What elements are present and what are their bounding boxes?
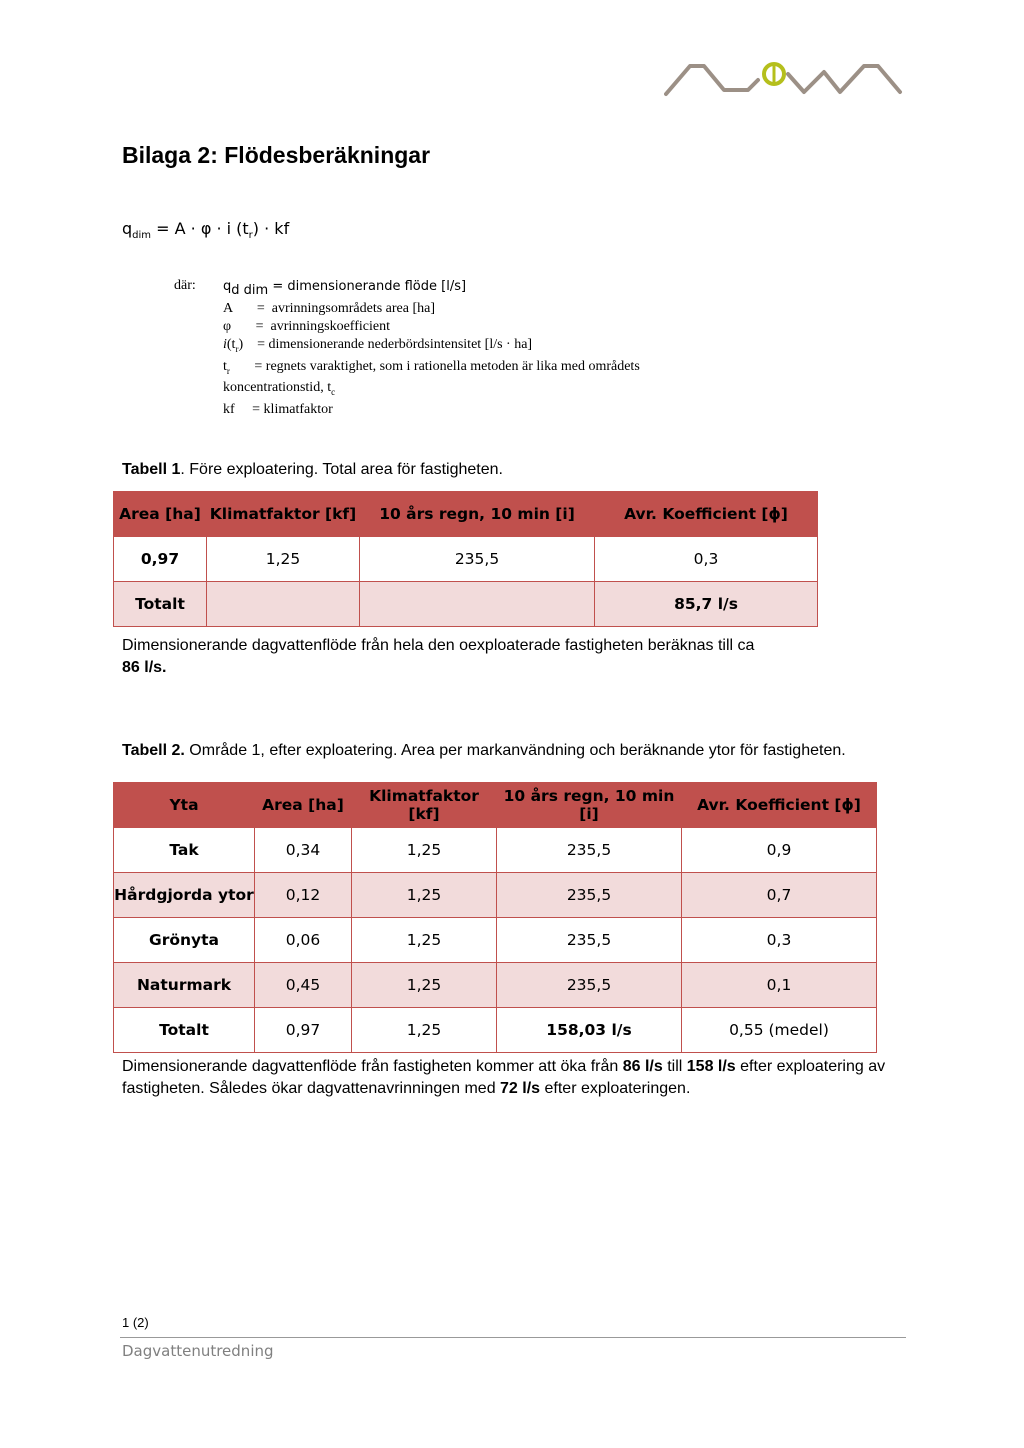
table-cell xyxy=(207,582,360,627)
table-row xyxy=(114,918,877,963)
table2-header-cell: Area [ha] xyxy=(255,783,352,828)
table1-header-cell: Avr. Koefficient [ϕ] xyxy=(595,492,818,537)
table-cell: 158,03 l/s xyxy=(497,1008,682,1053)
page-number: 1 (2) xyxy=(122,1315,149,1330)
paragraph-after: Dimensionerande dagvattenflöde från fastigheten kommer att öka från 86 l/s till 158 l/s efter exploatering av fastigheten. Således ökar dagvattenavrinningen med 72 l/s efter exploateringen. xyxy=(122,1058,886,1097)
company-logo xyxy=(664,58,904,100)
table-cell: 0,7 xyxy=(682,873,877,918)
table-row xyxy=(114,873,877,918)
table-cell: 0,1 xyxy=(682,963,877,1008)
definition-t-continued: koncentrationstid, $t_c$ xyxy=(223,380,336,398)
logo-wave-right xyxy=(788,66,900,92)
definition-t: $t_r$ = regnets varaktighet, som i rationella metoden är lika med områdets xyxy=(223,358,640,376)
definitions-label: där: xyxy=(174,278,196,293)
table2 xyxy=(113,782,877,1053)
table1-header-cell: 10 års regn, 10 min [i] xyxy=(360,492,595,537)
footer-divider xyxy=(120,1337,906,1338)
table1-caption: Tabell 1. Före exploatering. Total area för fastigheten. xyxy=(122,461,503,478)
definitions-list xyxy=(223,278,743,419)
table-cell: 0,3 xyxy=(595,537,818,582)
table-cell: Grönyta xyxy=(114,918,255,963)
table-cell: 235,5 xyxy=(360,537,595,582)
table-cell: 0,55 (medel) xyxy=(682,1008,877,1053)
table2-header-cell: Avr. Koefficient [ϕ] xyxy=(682,783,877,828)
page-title: Bilaga 2: Flödesberäkningar xyxy=(122,142,431,168)
table-cell: Totalt xyxy=(114,1008,255,1053)
table-cell: 1,25 xyxy=(352,1008,497,1053)
table-cell: 1,25 xyxy=(352,873,497,918)
table2-header-cell: Klimatfaktor [kf] xyxy=(352,783,497,828)
table-cell: 235,5 xyxy=(497,873,682,918)
table1-total-row xyxy=(114,582,818,627)
table-cell: Tak xyxy=(114,828,255,873)
table-cell: 235,5 xyxy=(497,918,682,963)
table-cell: 85,7 l/s xyxy=(595,582,818,627)
table2-header-row xyxy=(114,783,877,828)
table-cell: 235,5 xyxy=(497,828,682,873)
table2-caption: Tabell 2. Område 1, efter exploatering. Area per markanvändning och beräknande ytor för fastigheten. xyxy=(122,742,846,759)
table-cell: Totalt xyxy=(114,582,207,627)
table-cell: 1,25 xyxy=(352,963,497,1008)
table-cell: 0,97 xyxy=(114,537,207,582)
table1-header-cell: Area [ha] xyxy=(114,492,207,537)
definition-i: $i(t_r)$ = dimensionerande nederbördsintensitet [l/s · ha] xyxy=(223,336,533,354)
definition-q: $q_{d dim}$ = dimensionerande flöde [l/s] xyxy=(223,279,467,298)
table-row xyxy=(114,537,818,582)
table1-header-cell: Klimatfaktor [kf] xyxy=(207,492,360,537)
logo-wave-left xyxy=(666,66,758,94)
table-cell xyxy=(360,582,595,627)
table-cell: 1,25 xyxy=(352,918,497,963)
table-cell: 0,45 xyxy=(255,963,352,1008)
table2-header-cell: 10 års regn, 10 min [i] xyxy=(497,783,682,828)
table-cell: 0,06 xyxy=(255,918,352,963)
footer-text: Dagvattenutredning xyxy=(122,1342,274,1360)
table-cell: 0,9 xyxy=(682,828,877,873)
table-cell: 0,3 xyxy=(682,918,877,963)
table-cell: 1,25 xyxy=(207,537,360,582)
table-row xyxy=(114,828,877,873)
table-cell: 0,12 xyxy=(255,873,352,918)
table2-header-cell: Yta xyxy=(114,783,255,828)
table-row xyxy=(114,963,877,1008)
definition-a: A = avrinningsområdets area [ha] xyxy=(223,300,435,316)
table1 xyxy=(113,491,818,627)
definition-kf: kf = klimatfaktor xyxy=(223,402,333,418)
table-cell: Naturmark xyxy=(114,963,255,1008)
table-cell: 235,5 xyxy=(497,963,682,1008)
table-cell: 1,25 xyxy=(352,828,497,873)
table-cell: 0,97 xyxy=(255,1008,352,1053)
paragraph-before: Dimensionerande dagvattenflöde från hela den oexploaterade fastigheten beräknas till ca 86 l/s. xyxy=(122,637,755,676)
table1-header-row xyxy=(114,492,818,537)
table-cell: 0,34 xyxy=(255,828,352,873)
formula: $q_{dim} = A \cdot \varphi \cdot i$ $(t_r)$ · kf xyxy=(122,219,290,242)
definition-phi: φ = avrinningskoefficient xyxy=(223,318,390,334)
table-cell: Hårdgjorda ytor xyxy=(114,873,255,918)
table2-total-row xyxy=(114,1008,877,1053)
